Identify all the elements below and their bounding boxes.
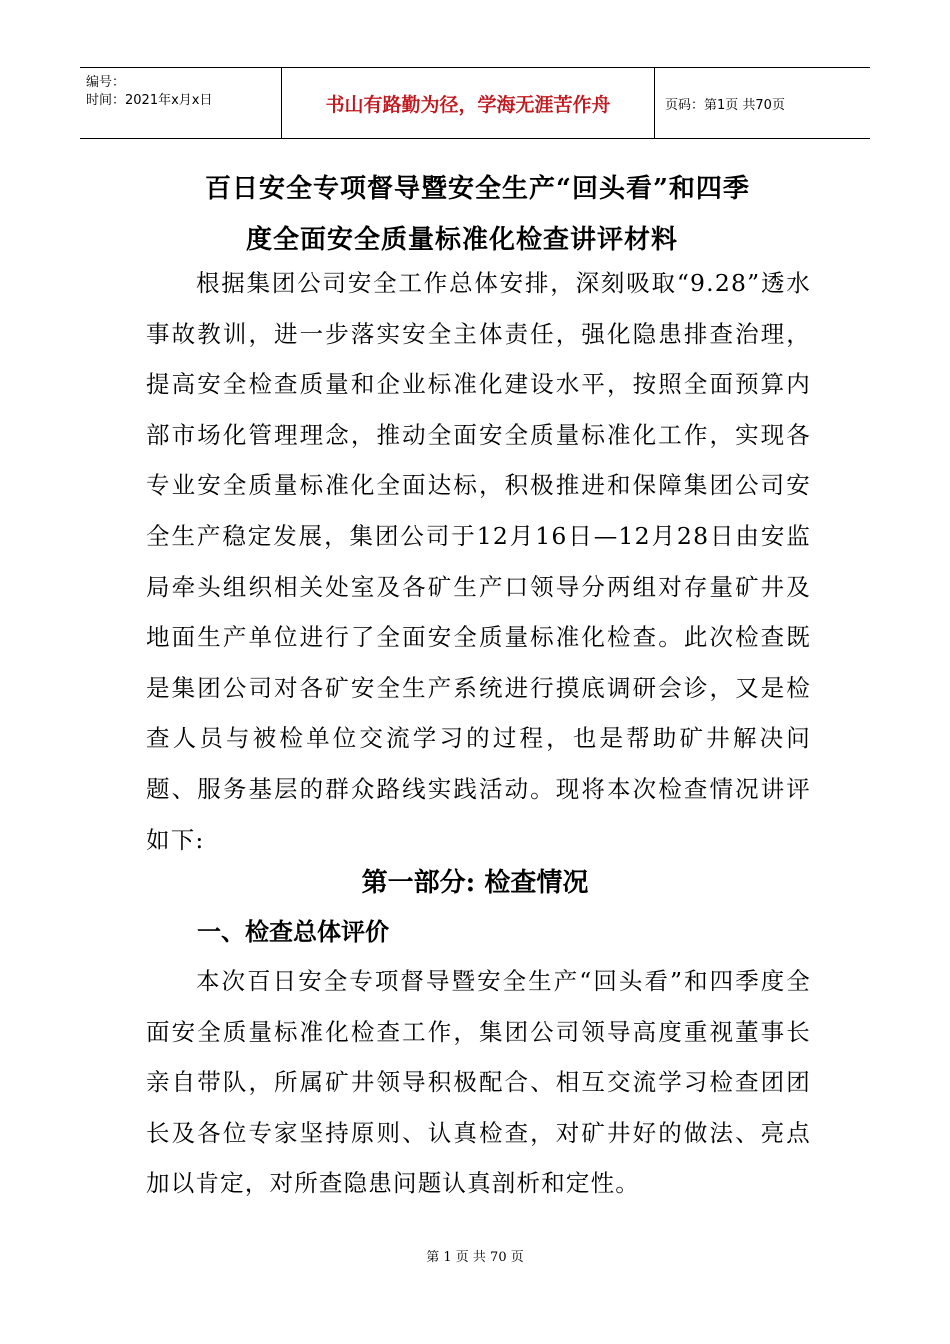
intro-paragraph: 根据集团公司安全工作总体安排，深刻吸取“9.28”透水事故教训，进一步落实安全主体责任，强化隐患排查治理，提高安全检查质量和企业标准化建设水平，按照全面预算内部市场化管理理念，推动全面安全质量标准化工作，实现各专业安全质量标准化全面达标，积极推进和保障集团公司安全生产稳定发展，集团公司于12月16日—12月28日由安监局牵头组织相关处室及各矿生产口领导分两组对存量矿井及地面生产单位进行了全面安全质量标准化检查。此次检查既是集团公司对各矿安全生产系统进行摸底调研会诊，又是检查人员与被检单位交流学习的过程，也是帮助矿井解决问题、服务基层的群众路线实践活动。现将本次检查情况讲评如下:	[146, 269, 811, 854]
header-page-info: 页码：第1页 共70页	[665, 97, 785, 113]
page-footer: 第 1 页 共 70 页	[426, 1250, 524, 1265]
header-meta-cell	[80, 68, 282, 138]
number-label: 编号：	[86, 75, 126, 90]
document-title-line1: 百日安全专项督导暨安全生产“回头看”和四季	[205, 174, 750, 204]
subsection-heading: 一、检查总体评价	[197, 917, 389, 946]
header-table	[80, 67, 870, 139]
document-title-line2: 度全面安全质量标准化检查讲评材料	[246, 225, 679, 255]
time-label: 时间：2021年x月x日	[86, 93, 213, 108]
body-paragraph: 本次百日安全专项督导暨安全生产“回头看”和四季度全面安全质量标准化检查工作，集团公司领导高度重视董事长亲自带队，所属矿井领导积极配合、相互交流学习检查团团长及各位专家坚持原则、认真检查，对矿井好的做法、亮点加以肯定，对所查隐患问题认真剖析和定性。	[146, 967, 811, 1198]
section-heading: 第一部分: 检查情况	[361, 868, 589, 898]
motto: 书山有路勤为径，学海无涯苦作舟	[282, 68, 655, 138]
